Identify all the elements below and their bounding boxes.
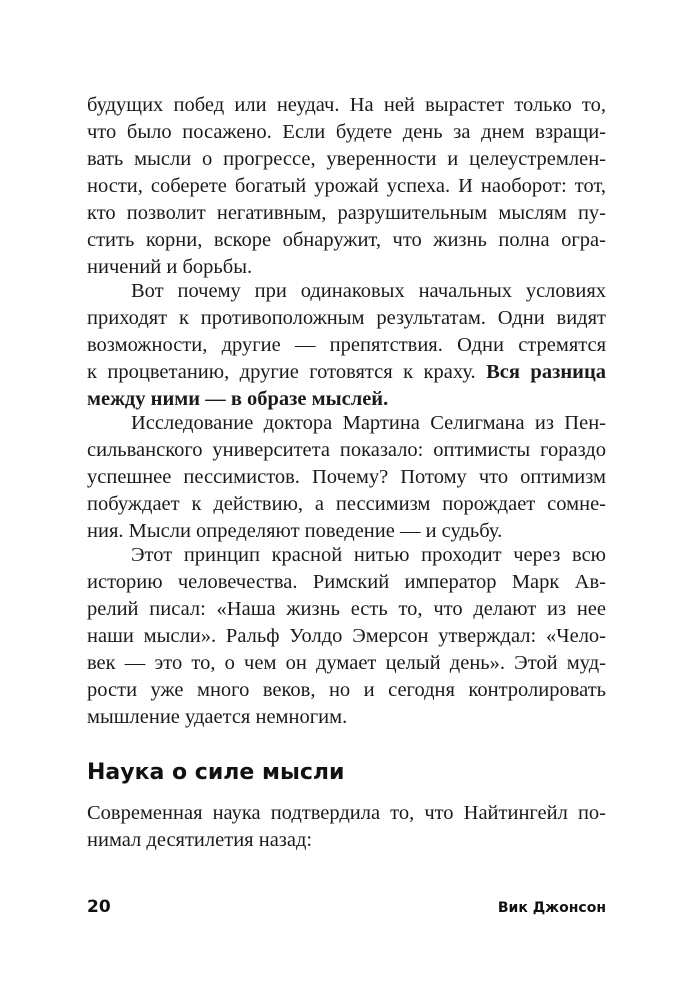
text-line: Этот принцип красной нитью проходит через всю (131, 544, 606, 566)
text-line: что было посажено. Если будете день за днем взращи- (87, 121, 606, 143)
text-line: побуждает к действию, а пессимизм порождает сомне- (87, 493, 606, 515)
text-line: кто позволит негативным, разрушительным мыслям пу- (87, 202, 606, 224)
text-line: Вот почему при одинаковых начальных условиях (131, 280, 606, 302)
text-span: к процветанию, другие готовятся к краху. (87, 361, 476, 383)
text-line: историю человечества. Римский император Марк Ав- (87, 571, 606, 593)
text-line: сильванского университета показало: оптимисты гораздо (87, 439, 606, 461)
text-line: наши мысли». Ральф Уолдо Эмерсон утверждал: «Чело- (87, 625, 606, 647)
text-line: будущих побед или неудач. На ней вырастет только то, (87, 94, 606, 116)
text-line: стить корни, вскоре обнаружит, что жизнь полна огра- (87, 229, 606, 251)
text-line (87, 359, 606, 385)
text-line: Современная наука подтвердила то, что Найтингейл по- (87, 802, 606, 824)
text-line: мышление удается немногим. (87, 706, 348, 728)
text-line: нимал десятилетия назад: (87, 829, 313, 851)
running-footer-author: Вик Джонсон (497, 900, 606, 916)
text-line: рости уже много веков, но и сегодня контролировать (87, 679, 606, 701)
text-line: возможности, другие — препятствия. Одни стремятся (87, 334, 606, 356)
text-line: вать мысли о прогрессе, уверенности и целеустремлен- (87, 148, 606, 170)
text-line: Исследование доктора Мартина Селигмана из Пен- (131, 412, 606, 434)
page-number: 20 (87, 897, 111, 917)
text-line: релий писал: «Наша жизнь есть то, что делают из нее (87, 598, 606, 620)
text-line: успешнее пессимистов. Почему? Потому что оптимизм (87, 466, 606, 488)
emphasis-text: Вся разница (486, 361, 607, 383)
text-line: век — это то, о чем он думает целый день». Этой муд- (87, 652, 606, 674)
text-line: ности, соберете богатый урожай успеха. И наоборот: тот, (87, 175, 606, 197)
text-line: приходят к противоположным результатам. Одни видят (87, 307, 606, 329)
text-line: ния. Мысли определяют поведение — и судьбу. (87, 520, 503, 542)
section-heading: Наука о силе мысли (87, 760, 345, 785)
emphasis-text: между ними — в образе мыслей. (87, 388, 389, 410)
text-line: ничений и борьбы. (87, 256, 253, 278)
